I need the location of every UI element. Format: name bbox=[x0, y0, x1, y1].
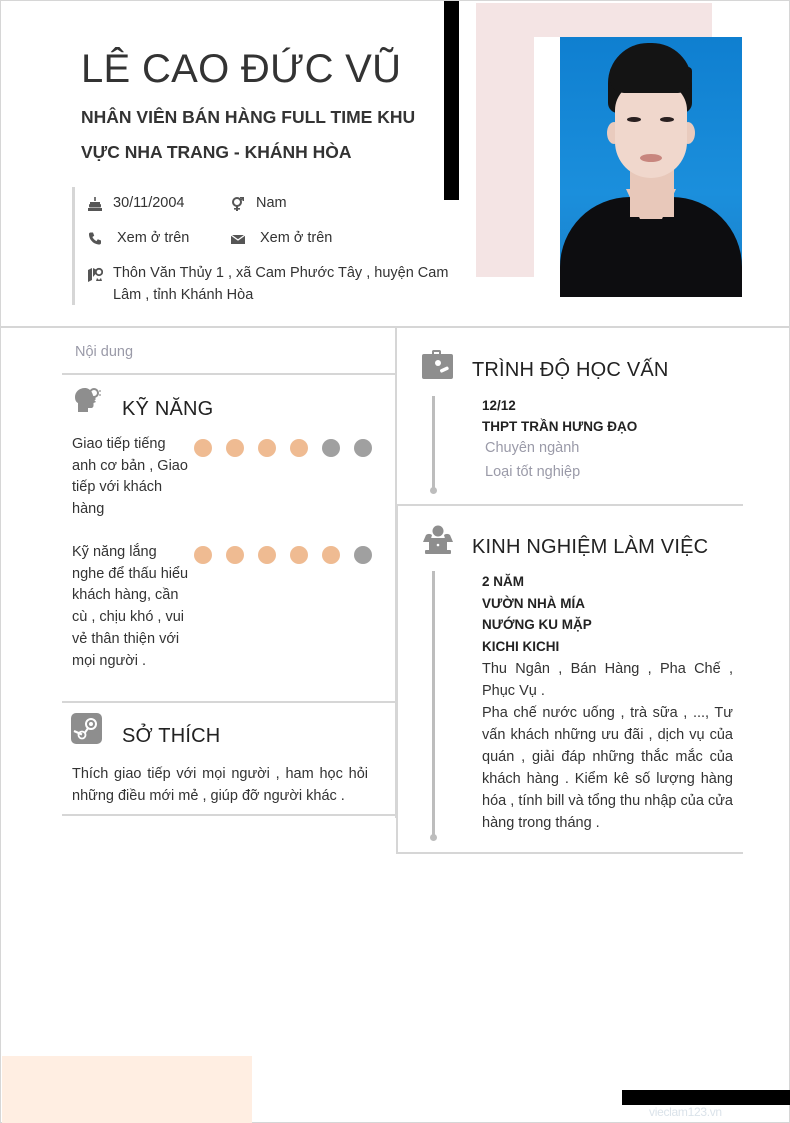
address-row bbox=[87, 262, 482, 306]
rating-dot-filled bbox=[322, 546, 340, 564]
experience-left-border bbox=[396, 506, 398, 853]
steam-icon bbox=[71, 713, 102, 749]
rating-dot-filled bbox=[258, 546, 276, 564]
skill-item-label: Kỹ năng lắng nghe để thấu hiểu khách hàng, cần cù , chịu khó , vui vẻ thân thiện với mọi người . bbox=[72, 544, 189, 669]
experience-company: NƯỚNG KU MẶP bbox=[482, 617, 592, 632]
gender-row bbox=[230, 195, 287, 212]
decorative-black-bar bbox=[444, 1, 459, 200]
gender-value: Nam bbox=[256, 195, 287, 211]
email-row bbox=[230, 230, 332, 247]
rating-dot-empty bbox=[354, 439, 372, 457]
experience-timeline-dot bbox=[430, 834, 437, 841]
profile-photo[interactable] bbox=[560, 37, 742, 297]
experience-bottom-divider bbox=[396, 852, 743, 854]
rating-dot-filled bbox=[226, 439, 244, 457]
rating-dot-filled bbox=[226, 546, 244, 564]
education-title: TRÌNH ĐỘ HỌC VẤN bbox=[472, 359, 669, 381]
rating-dot-filled bbox=[290, 439, 308, 457]
experience-duration: 2 NĂM bbox=[482, 574, 525, 589]
photo-collar bbox=[626, 189, 676, 219]
photo-eye bbox=[627, 117, 641, 122]
head-lightbulb-icon bbox=[71, 384, 103, 421]
photo-fringe bbox=[610, 67, 692, 93]
skill-rating-1 bbox=[194, 439, 372, 457]
hobbies-text: Thích giao tiếp với mọi người , ham học hỏi những điều mới mẻ , giúp đỡ người khác . bbox=[72, 766, 368, 804]
email-icon bbox=[230, 231, 246, 247]
phone-value[interactable]: Xem ở trên bbox=[117, 230, 190, 246]
skill-rating-2 bbox=[194, 546, 372, 564]
hobbies-bottom-divider bbox=[62, 814, 396, 816]
birthday-cake-icon bbox=[87, 196, 103, 212]
experience-company: KICHI KICHI bbox=[482, 639, 560, 654]
rating-dot-empty bbox=[354, 546, 372, 564]
education-bottom-divider bbox=[397, 504, 743, 506]
watermark: vieclam123.vn bbox=[649, 1105, 722, 1119]
experience-position: Thu Ngân , Bán Hàng , Pha Chế , Phục Vụ . bbox=[482, 661, 733, 699]
education-timeline-dot bbox=[430, 487, 437, 494]
experience-timeline bbox=[432, 571, 435, 836]
content-placeholder[interactable]: Nội dung bbox=[75, 344, 134, 360]
photo-lips bbox=[640, 154, 662, 162]
education-timeline bbox=[432, 396, 435, 492]
personal-info bbox=[72, 187, 482, 305]
hobbies-top-divider bbox=[62, 701, 396, 703]
rating-dot-filled bbox=[194, 546, 212, 564]
skills-top-divider bbox=[62, 373, 396, 375]
education-period: 12/12 bbox=[482, 398, 516, 413]
address-value: Thôn Văn Thủy 1 , xã Cam Phước Tây , huyện Cam Lâm , tỉnh Khánh Hòa bbox=[113, 265, 449, 303]
experience-company: VƯỜN NHÀ MÍA bbox=[482, 596, 585, 611]
experience-title: KINH NGHIỆM LÀM VIỆC bbox=[472, 536, 709, 558]
photo-eye bbox=[660, 117, 674, 122]
job-title: NHÂN VIÊN BÁN HÀNG FULL TIME KHU VỰC NHA TRANG - KHÁNH HÒA bbox=[81, 107, 416, 162]
hobbies-title: SỞ THÍCH bbox=[122, 725, 221, 747]
phone-icon bbox=[87, 231, 103, 247]
photo-face bbox=[615, 82, 687, 178]
email-value[interactable]: Xem ở trên bbox=[260, 230, 333, 246]
briefcase-icon bbox=[422, 349, 453, 384]
rating-dot-filled bbox=[258, 439, 276, 457]
decorative-peach-block bbox=[2, 1056, 252, 1123]
skills-title: KỸ NĂNG bbox=[122, 398, 214, 420]
phone-row bbox=[87, 230, 189, 247]
birthday-value: 30/11/2004 bbox=[113, 195, 185, 211]
birthday-row bbox=[87, 195, 185, 212]
decorative-black-footer-bar bbox=[622, 1090, 790, 1105]
person-laptop-icon bbox=[422, 525, 454, 560]
education-school: THPT TRẦN HƯNG ĐẠO bbox=[482, 419, 638, 434]
education-major[interactable]: Chuyên ngành bbox=[485, 440, 580, 456]
map-pin-icon bbox=[87, 266, 103, 282]
education-graduation[interactable]: Loại tốt nghiệp bbox=[485, 464, 581, 480]
skill-item-label: Giao tiếp tiếng anh cơ bản , Giao tiếp với khách hàng bbox=[72, 436, 188, 518]
rating-dot-empty bbox=[322, 439, 340, 457]
candidate-name: LÊ CAO ĐỨC VŨ bbox=[81, 47, 402, 91]
gender-icon bbox=[230, 196, 246, 212]
rating-dot-filled bbox=[290, 546, 308, 564]
rating-dot-filled bbox=[194, 439, 212, 457]
experience-description: Pha chế nước uống , trà sữa , ..., Tư vấn khách những ưu đãi , dịch vụ của quán , giải đáp những thắc mắc của khách hàng . Kiểm kê số lượng hàng hóa , tính bill và tổng thu nhập của cửa hàng trong tháng . bbox=[482, 705, 733, 831]
